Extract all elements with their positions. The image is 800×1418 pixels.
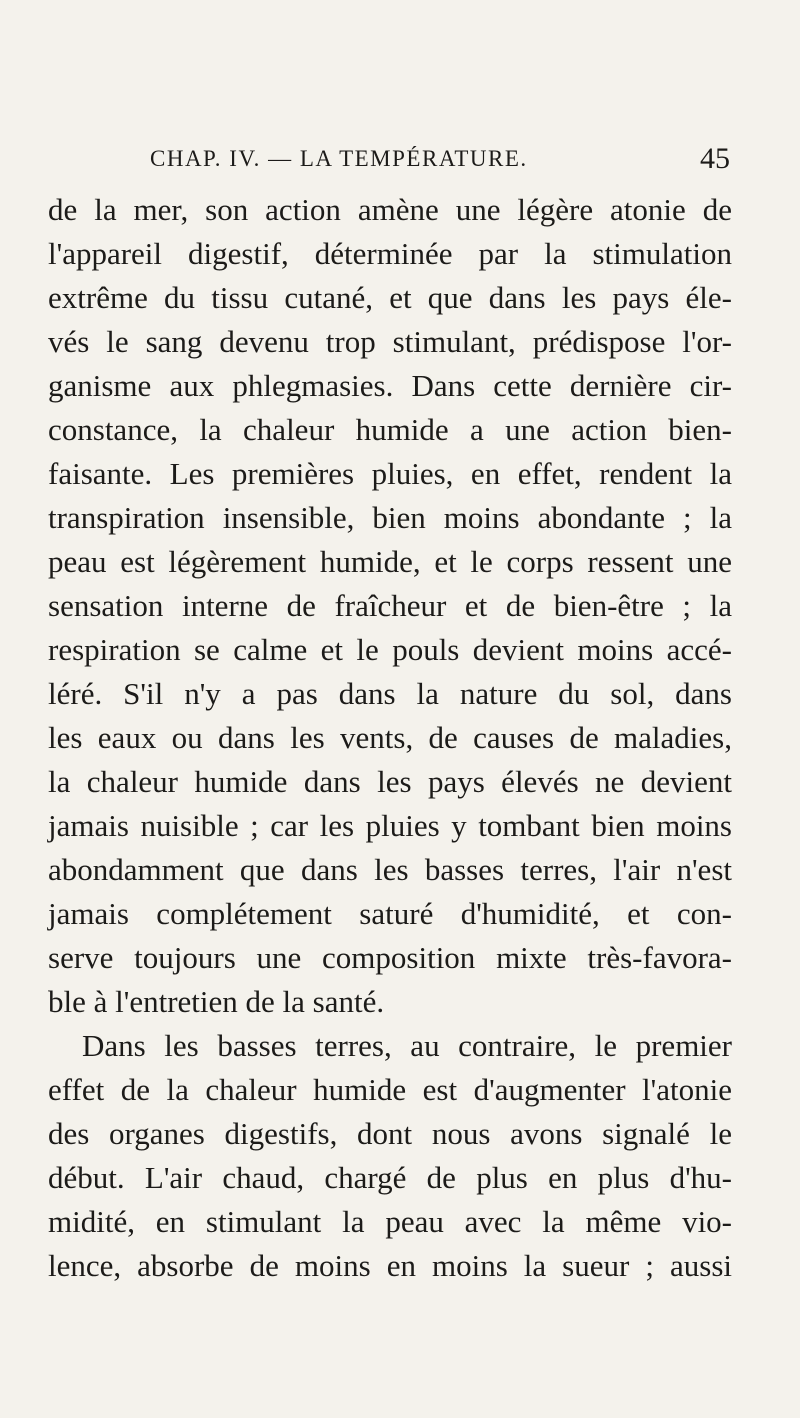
page-header [150, 142, 770, 182]
text-line: les eaux ou dans les vents, de causes de maladies, [48, 720, 732, 755]
text-line: début. L'air chaud, chargé de plus en plus d'hu- [48, 1160, 732, 1195]
text-line: serve toujours une composition mixte très-favora- [48, 940, 732, 975]
text-line: sensation interne de fraîcheur et de bien-être ; la [48, 588, 732, 623]
text-line: de la mer, son action amène une légère atonie de [48, 192, 732, 227]
text-line: transpiration insensible, bien moins abondante ; la [48, 500, 732, 535]
text-line: l'appareil digestif, déterminée par la stimulation [48, 236, 732, 271]
page-number: 45 [700, 142, 730, 175]
text-line: faisante. Les premières pluies, en effet, rendent la [48, 456, 732, 491]
running-title: CHAP. IV. — LA TEMPÉRATURE. [150, 146, 528, 171]
text-line: extrême du tissu cutané, et que dans les pays éle- [48, 280, 732, 315]
text-line: lence, absorbe de moins en moins la sueur ; aussi [48, 1248, 732, 1283]
text-line: ganisme aux phlegmasies. Dans cette dernière cir- [48, 368, 732, 403]
paragraph-end-line: ble à l'entretien de la santé. [48, 984, 385, 1019]
text-line: jamais nuisible ; car les pluies y tombant bien moins [48, 808, 732, 843]
body-text [48, 188, 732, 1288]
text-line: léré. S'il n'y a pas dans la nature du sol, dans [48, 676, 732, 711]
text-line: des organes digestifs, dont nous avons signalé le [48, 1116, 732, 1151]
text-line: constance, la chaleur humide a une action bien- [48, 412, 732, 447]
text-line: respiration se calme et le pouls devient moins accé- [48, 632, 732, 667]
paragraph-start-line: Dans les basses terres, au contraire, le premier [82, 1028, 732, 1063]
text-line: abondamment que dans les basses terres, l'air n'est [48, 852, 732, 887]
text-line: effet de la chaleur humide est d'augmenter l'atonie [48, 1072, 732, 1107]
text-line: la chaleur humide dans les pays élevés ne devient [48, 764, 732, 799]
text-line: jamais complétement saturé d'humidité, et con- [48, 896, 732, 931]
text-line: midité, en stimulant la peau avec la même vio- [48, 1204, 732, 1239]
text-line: vés le sang devenu trop stimulant, prédispose l'or- [48, 324, 732, 359]
text-line: peau est légèrement humide, et le corps ressent une [48, 544, 732, 579]
